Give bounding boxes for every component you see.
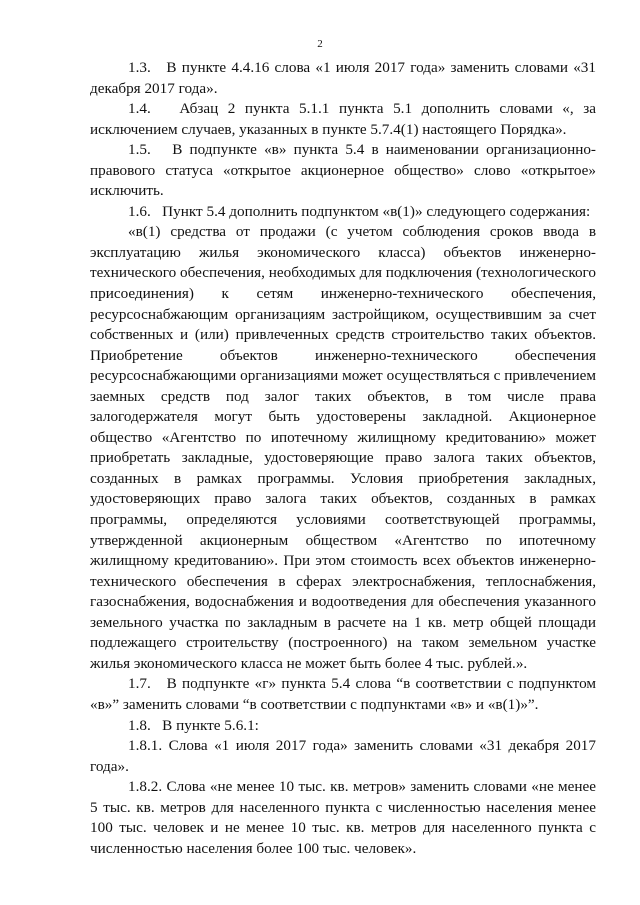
document-body: [90, 58, 596, 859]
paragraph-1-8-2: 1.8.2. Слова «не менее 10 тыс. кв. метров» заменить словами «не менее 5 тыс. кв. метров для населенного пункта с численностью населения менее 100 тыс. человек и не менее 10 тыс. кв. метров для населенного пункта с численностью населения более 100 тыс. человек».: [90, 778, 596, 857]
paragraph-1-8-1: 1.8.1. Слова «1 июля 2017 года» заменить словами «31 декабря 2017 года».: [90, 737, 596, 775]
paragraph-1-5: 1.5. В подпункте «в» пункта 5.4 в наименовании организационно-правового статуса «открытое акционерное общество» слово «открытое» исключить.: [90, 141, 596, 200]
paragraph-1-6: 1.6. Пункт 5.4 дополнить подпунктом «в(1)» следующего содержания:: [128, 202, 591, 220]
paragraph-1-8: 1.8. В пункте 5.6.1:: [128, 716, 259, 734]
paragraph-1-3: 1.3. В пункте 4.4.16 слова «1 июля 2017 года» заменить словами «31 декабря 2017 года».: [90, 59, 596, 97]
paragraph-1-7: 1.7. В подпункте «г» пункта 5.4 слова “в соответствии с подпунктом «в»” заменить словами “в соответствии с подпунктами «в» и «в(1)»”.: [90, 675, 596, 713]
page-number: 2: [317, 38, 323, 50]
paragraph-1-4: 1.4. Абзац 2 пункта 5.1.1 пункта 5.1 дополнить словами «, за исключением случаев, указанных в пункте 5.7.4(1) настоящего Порядка».: [90, 100, 596, 138]
paragraph-1-6-quoted-text: «в(1) средства от продажи (с учетом соблюдения сроков ввода в эксплуатацию жилья экономического класса) объектов инженерно-технического обеспечения, необходимых для подключения (технологического присоединения) к сетям инженерно-технического обеспечения, ресурсоснабжающим организациям застройщиком, осуществившим за счет собственных и (или) привлеченных средств строительство таких объектов. Приобретение объектов инженерно-технического обеспечения ресурсоснабжающими организациями может осуществляться с привлечением заемных средств под залог таких объектов, в том числе права залогодержателя могут быть удостоверены закладной. Акционерное общество «Агентство по ипотечному жилищному кредитованию» может приобретать закладные, удостоверяющие право залога таких объектов, созданных в рамках программы. Условия приобретения закладных, удостоверяющих право залога таких объектов, созданных в рамках программы, определяются условиями соответствующей программы, утвержденной акционерным обществом «Агентство по ипотечному жилищному кредитованию». При этом стоимость всех объектов инженерно-технического обеспечения в сферах электроснабжения, теплоснабжения, газоснабжения, водоснабжения и водоотведения для обеспечения указанного земельного участка по закладным в расчете на 1 кв. метр общей площади подлежащего строительству (построенного) на таком земельном участке жилья экономического класса не может быть более 4 тыс. рублей.».: [90, 223, 596, 672]
